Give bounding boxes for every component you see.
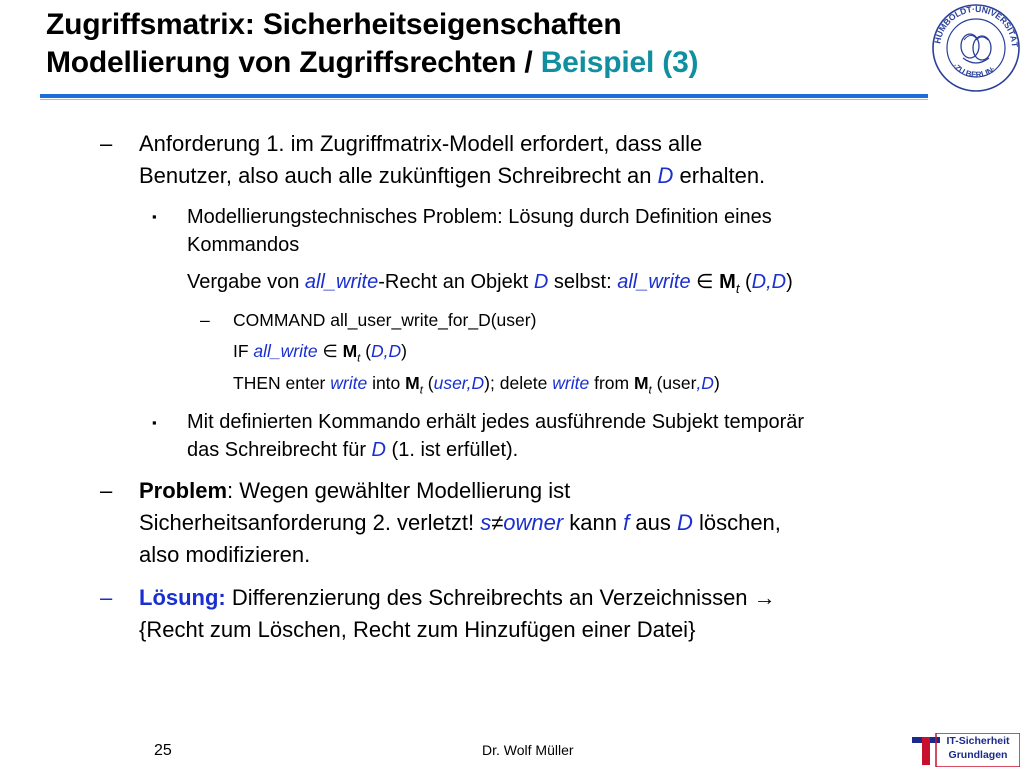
text-fragment: kann	[563, 510, 624, 535]
text-fragment: aus	[629, 510, 677, 535]
bullet-dash: –	[100, 131, 113, 156]
variable-all-write: all_write	[253, 341, 318, 361]
text-fragment: (1. ist erfüllet).	[385, 439, 519, 461]
args-D-D: D,D	[371, 341, 402, 361]
text-fragment: from	[589, 373, 634, 393]
svg-text:HUMBOLDT·UNIVERSITÄT: HUMBOLDT·UNIVERSITÄT	[932, 3, 1021, 48]
bullet-dash: –	[100, 585, 113, 610]
text-fragment: -Recht an Objekt	[378, 271, 534, 293]
bullet-1-line-1: Anforderung 1. im Zugriffmatrix-Modell erfordert, dass alle	[139, 131, 703, 156]
matrix-subscript-t: t	[648, 384, 652, 397]
vergabe-line	[187, 268, 793, 303]
text-fragment: )	[786, 271, 793, 293]
bullet-4-line-2	[187, 436, 518, 464]
text-fragment: (	[360, 341, 372, 361]
text-fragment: selbst:	[548, 271, 618, 293]
then-line	[233, 371, 720, 404]
variable-D: D	[533, 271, 549, 293]
text-fragment: das Schreibrecht für	[187, 439, 372, 461]
variable-D: D	[657, 163, 674, 188]
badge-text	[938, 734, 1018, 762]
text-fragment: (user	[651, 373, 697, 393]
variable-D: D	[676, 510, 693, 535]
bullet-5-line-2	[139, 507, 781, 539]
matrix-subscript-t: t	[735, 281, 740, 296]
square-bullet: ▪	[152, 415, 157, 430]
problem-label: Problem	[139, 478, 228, 503]
text-fragment: erhalten.	[673, 163, 766, 188]
variable-all-write: all_write	[304, 271, 379, 293]
text-fragment: )	[401, 341, 407, 361]
bullet-5-line-1	[139, 475, 570, 507]
element-of-symbol: ∈	[317, 341, 343, 361]
variable-write: write	[330, 373, 368, 393]
matrix-M: M	[342, 341, 358, 361]
bullet-1-line-2	[139, 160, 765, 192]
args-D: ,D	[696, 373, 714, 393]
args-D-D: D,D	[751, 271, 787, 293]
command-line: COMMAND all_user_write_for_D(user)	[233, 310, 537, 330]
variable-all-write: all_write	[617, 271, 691, 293]
text-fragment: THEN enter	[233, 373, 331, 393]
bullet-4-line-1: Mit definierten Kommando erhält jedes ausführende Subjekt temporär	[187, 411, 805, 433]
text-fragment: IF	[233, 341, 254, 361]
text-fragment: Sicherheitsanforderung 2. verletzt!	[139, 510, 481, 535]
badge-key-icon-stem	[922, 737, 930, 765]
matrix-subscript-t: t	[419, 384, 423, 397]
svg-text:·ZU BERLIN·: ·ZU BERLIN·	[950, 61, 998, 80]
loesung-label: Lösung:	[139, 585, 226, 610]
variable-write: write	[552, 373, 590, 393]
bullet-dash: –	[200, 310, 210, 330]
not-equal-symbol: ≠	[491, 510, 504, 535]
bullet-2-line-2: Kommandos	[187, 234, 300, 256]
bullet-dash: –	[100, 478, 113, 503]
text-fragment: (	[739, 271, 752, 293]
matrix-subscript-t: t	[357, 352, 361, 365]
element-of-symbol: ∈	[690, 271, 720, 293]
text-fragment: Differenzierung des Schreibrechts an Verzeichnissen	[225, 585, 754, 610]
author-name: Dr. Wolf Müller	[482, 742, 574, 758]
text-fragment: (	[422, 373, 434, 393]
title-line-1: Zugriffsmatrix: Sicherheitseigenschaften	[46, 8, 622, 41]
bullet-2-line-1: Modellierungstechnisches Problem: Lösung durch Definition eines	[187, 206, 772, 228]
page-number: 25	[154, 742, 172, 759]
text-fragment: Vergabe von	[187, 271, 305, 293]
if-line	[233, 339, 407, 372]
variable-f: f	[623, 510, 630, 535]
bullet-6-line-1	[139, 582, 776, 614]
bullet-6-line-2: {Recht zum Löschen, Recht zum Hinzufügen einer Datei}	[139, 617, 696, 642]
variable-owner: owner	[503, 510, 564, 535]
title-separator: /	[516, 46, 541, 79]
args-user-D: user,D	[433, 373, 485, 393]
badge-line-1: IT-Sicherheit	[946, 735, 1010, 747]
matrix-M: M	[405, 373, 420, 393]
text-fragment: Benutzer, also auch alle zukünftigen Schreibrecht an	[139, 163, 658, 188]
text-fragment: : Wegen gewählter Modellierung ist	[227, 478, 571, 503]
text-fragment: )	[713, 373, 720, 393]
matrix-M: M	[719, 271, 736, 293]
square-bullet: ▪	[152, 209, 157, 224]
matrix-M: M	[633, 373, 649, 393]
text-fragment: into	[367, 373, 406, 393]
title-accent: Beispiel (3)	[540, 46, 699, 79]
title-line-2-main: Modellierung von Zugriffsrechten	[46, 46, 517, 79]
arrow-right-icon: →	[753, 585, 776, 610]
variable-D: D	[371, 439, 386, 461]
variable-s: s	[480, 510, 492, 535]
bullet-5-line-3: also modifizieren.	[139, 542, 311, 567]
badge-line-2: Grundlagen	[948, 749, 1008, 761]
text-fragment: ); delete	[484, 373, 553, 393]
text-fragment: löschen,	[692, 510, 781, 535]
